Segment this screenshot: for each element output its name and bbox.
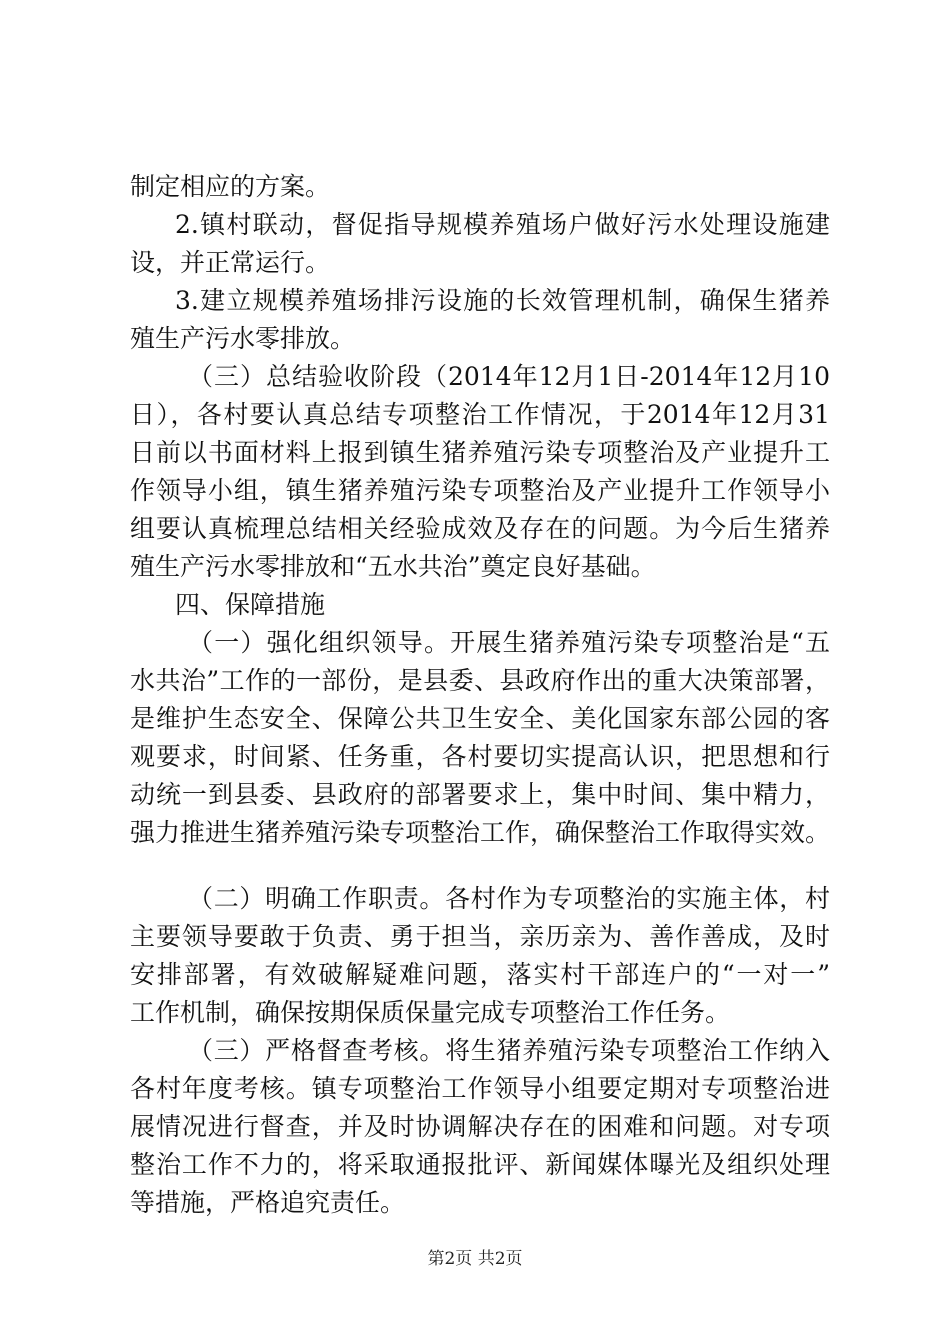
text-line: 整治工作不力的，将采取通报批评、新闻媒体曝光及组织处理 bbox=[130, 1150, 830, 1179]
paragraph-item-3 bbox=[130, 282, 830, 358]
text-line: （三）严格督查考核。将生猪养殖污染专项整治工作纳入 bbox=[188, 1036, 830, 1065]
text-line: 观要求，时间紧、任务重，各村要切实提高认识，把思想和行 bbox=[130, 742, 830, 771]
section-heading-safeguards bbox=[130, 586, 830, 624]
page-footer bbox=[0, 1244, 950, 1269]
paragraph-stage-3-summary bbox=[130, 358, 830, 586]
text-line: 各村年度考核。镇专项整治工作领导小组要定期对专项整治进 bbox=[130, 1074, 830, 1103]
paragraph-spacer bbox=[130, 852, 830, 880]
text-line: 等措施，严格追究责任。 bbox=[130, 1188, 406, 1217]
page-number-label: 第2页 共2页 bbox=[427, 1249, 523, 1269]
text-line: 日），各村要认真总结专项整治工作情况，于2014年12月31 bbox=[130, 400, 830, 429]
text-line: 动统一到县委、县政府的部署要求上，集中时间、集中精力， bbox=[130, 780, 830, 809]
text-line: 2.镇村联动，督促指导规模养殖场户做好污水处理设施建 bbox=[175, 210, 830, 239]
text-line: 组要认真梳理总结相关经验成效及存在的问题。为今后生猪养 bbox=[130, 514, 830, 543]
text-line: 是维护生态安全、保障公共卫生安全、美化国家东部公园的客 bbox=[130, 704, 830, 733]
text-line: 展情况进行督查，并及时协调解决存在的困难和问题。对专项 bbox=[130, 1112, 830, 1141]
text-line: 殖生产污水零排放和“五水共治”奠定良好基础。 bbox=[130, 552, 656, 581]
text-line: 殖生产污水零排放。 bbox=[130, 324, 356, 353]
text-line: 3.建立规模养殖场排污设施的长效管理机制，确保生猪养 bbox=[175, 286, 830, 315]
text-line: 日前以书面材料上报到镇生猪养殖污染专项整治及产业提升工 bbox=[130, 438, 830, 467]
paragraph-safeguard-2 bbox=[130, 880, 830, 1032]
paragraph-safeguard-3 bbox=[130, 1032, 830, 1222]
text-line: 安排部署，有效破解疑难问题，落实村干部连户的“一对一” bbox=[130, 960, 830, 989]
paragraph-item-2 bbox=[130, 206, 830, 282]
document-body bbox=[130, 168, 830, 1222]
text-line: 作领导小组，镇生猪养殖污染专项整治及产业提升工作领导小 bbox=[130, 476, 830, 505]
section-heading: 四、保障措施 bbox=[175, 590, 326, 619]
paragraph-plan-continuation bbox=[130, 168, 830, 206]
text-line: （一）强化组织领导。开展生猪养殖污染专项整治是“五 bbox=[188, 628, 830, 657]
text-line: 制定相应的方案。 bbox=[130, 172, 331, 201]
text-line: （三）总结验收阶段（2014年12月1日-2014年12月10 bbox=[188, 362, 830, 391]
text-line: 强力推进生猪养殖污染专项整治工作，确保整治工作取得实效。 bbox=[130, 818, 831, 847]
text-line: （二）明确工作职责。各村作为专项整治的实施主体，村 bbox=[188, 884, 830, 913]
text-line: 水共治”工作的一部份，是县委、县政府作出的重大决策部署， bbox=[130, 666, 830, 695]
text-line: 主要领导要敢于负责、勇于担当，亲历亲为、善作善成，及时 bbox=[130, 922, 830, 951]
paragraph-safeguard-1 bbox=[130, 624, 830, 852]
text-line: 工作机制，确保按期保质保量完成专项整治工作任务。 bbox=[130, 998, 731, 1027]
text-line: 设，并正常运行。 bbox=[130, 248, 331, 277]
